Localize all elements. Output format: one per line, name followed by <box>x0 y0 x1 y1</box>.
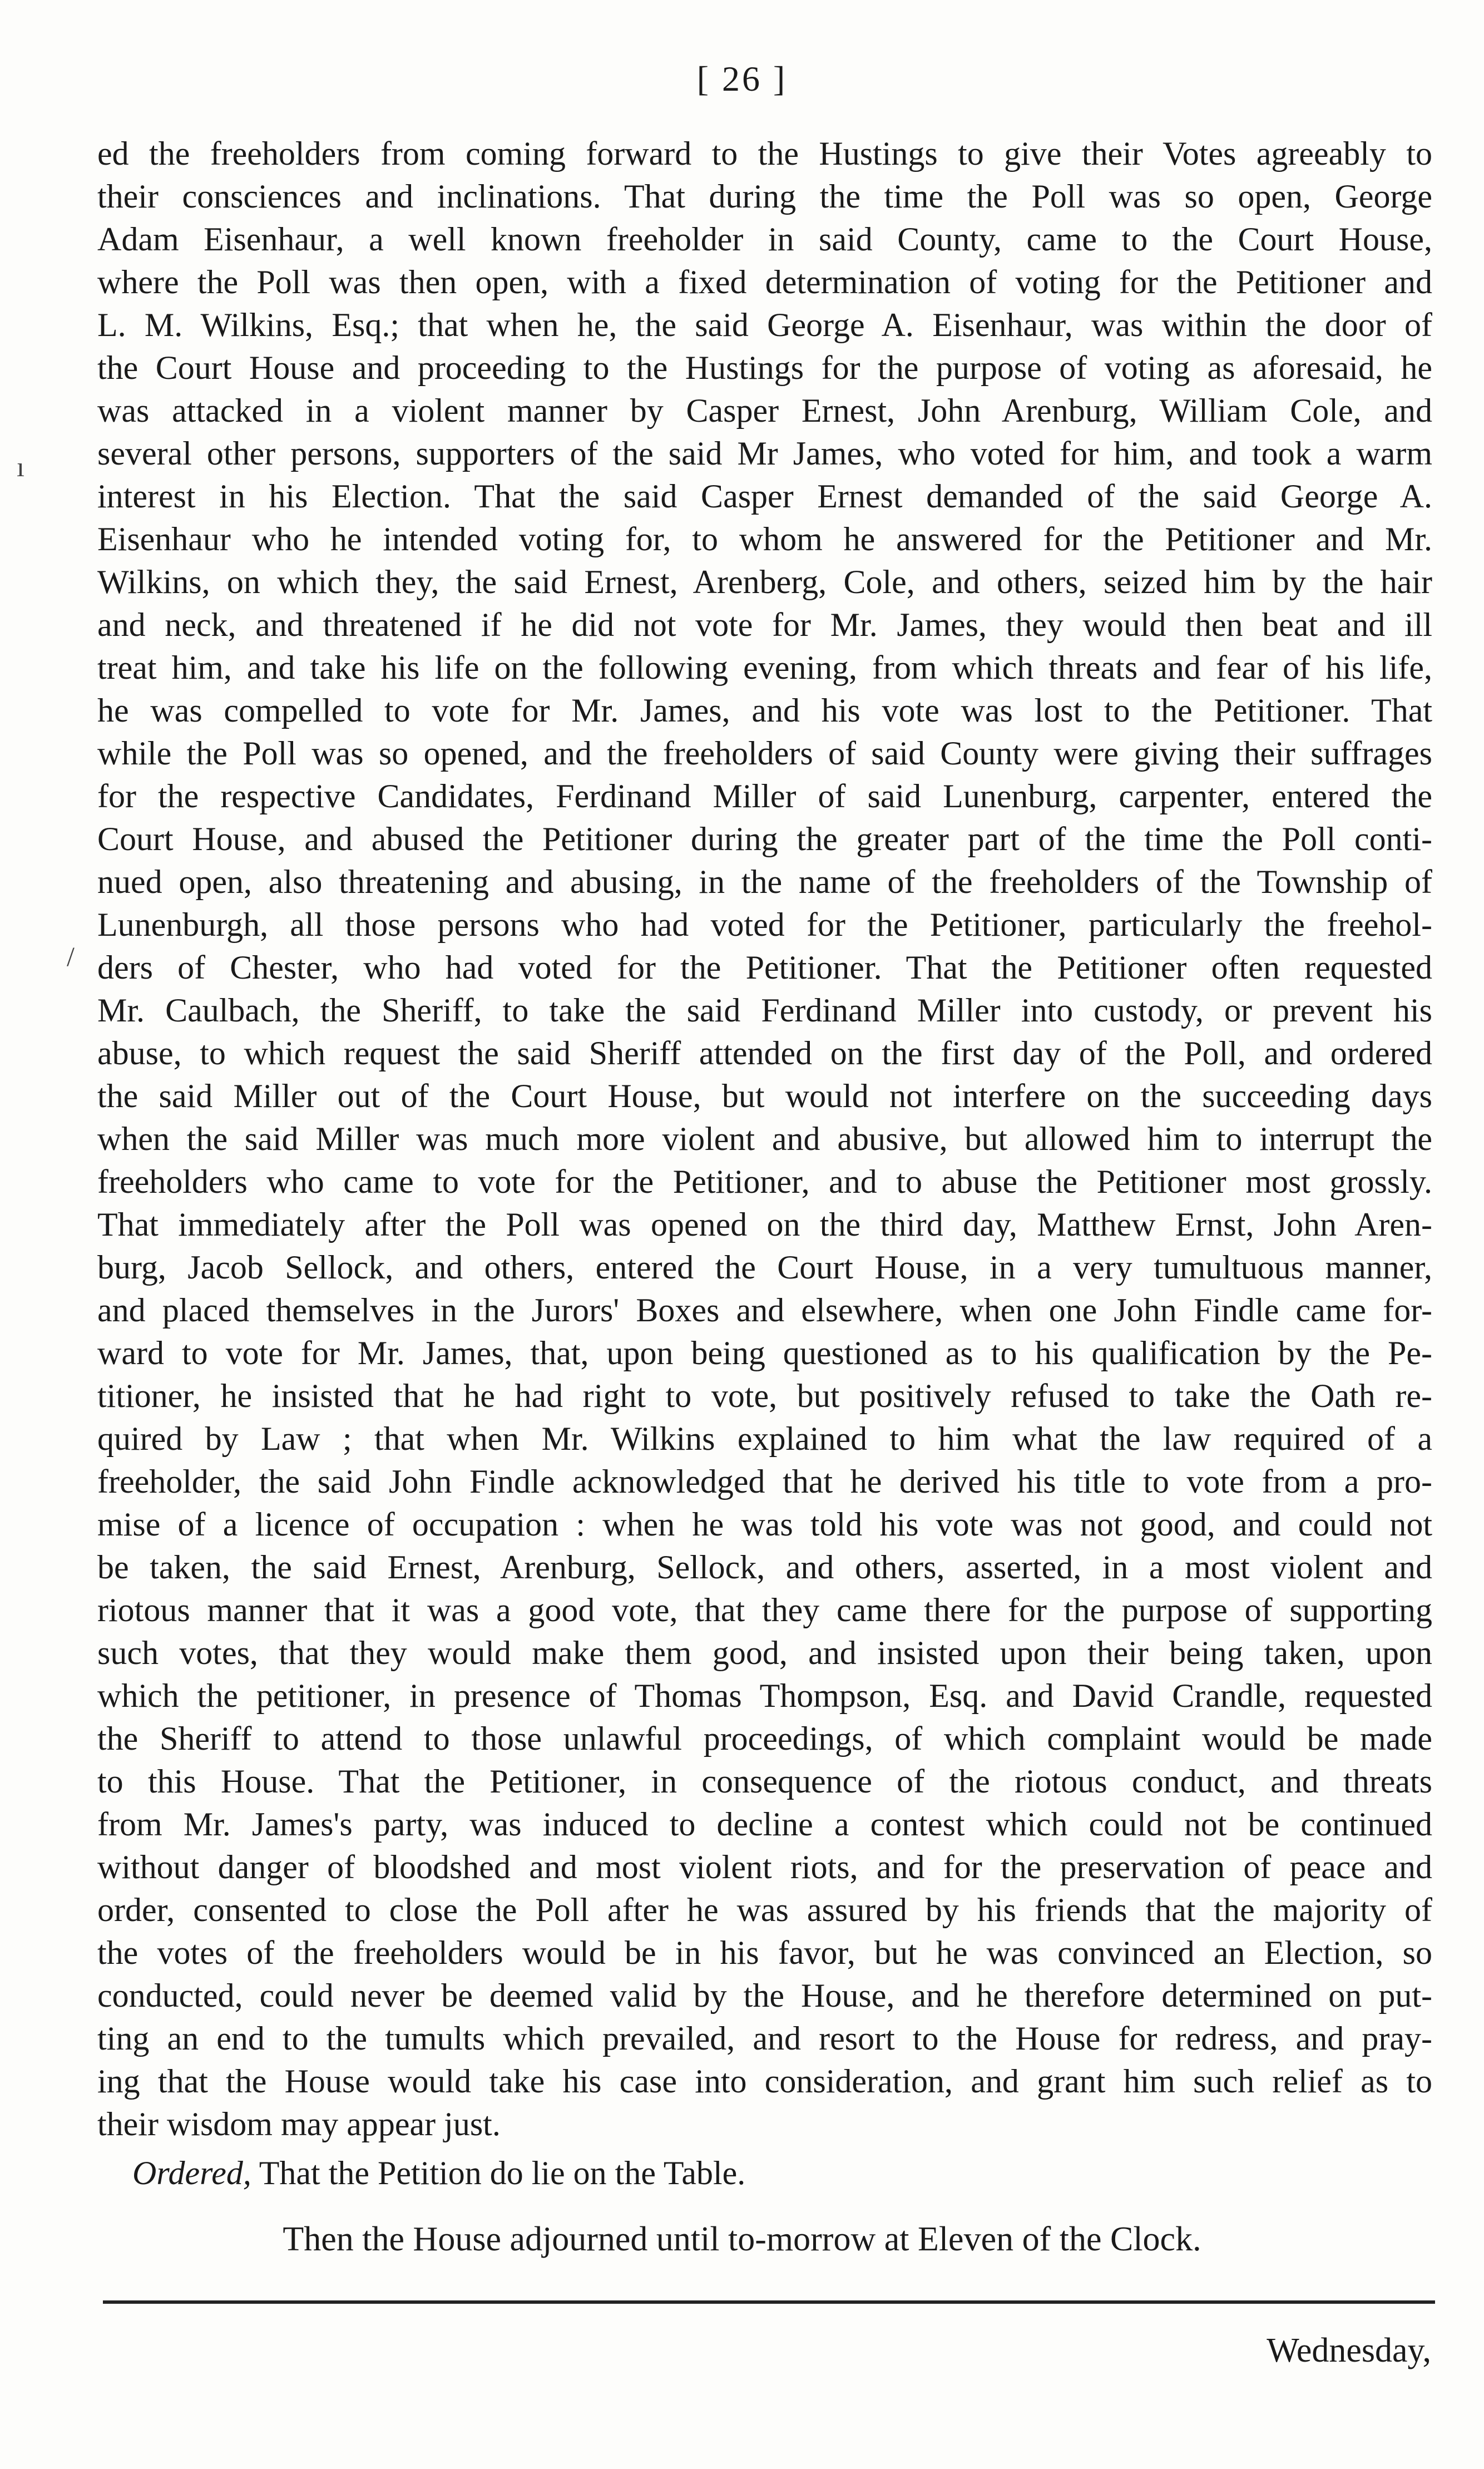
body-line: ting an end to the tumults which prevailed, and resort to the House for redress, and pray- <box>97 2020 1432 2057</box>
body-line: ing that the House would take his case into consideration, and grant him such relief as to <box>97 2063 1432 2100</box>
body-line: interest in his Election. That the said Casper Ernest demanded of the said George A. <box>97 478 1432 515</box>
body-line: without danger of bloodshed and most violent riots, and for the preservation of peace and <box>97 1849 1432 1885</box>
body-line: the votes of the freeholders would be in his favor, but he was convinced an Election, so <box>97 1934 1432 1971</box>
body-line: That immediately after the Poll was opened on the third day, Matthew Ernst, John Aren- <box>97 1206 1432 1243</box>
body-line: such votes, that they would make them good, and insisted upon their being taken, upon <box>97 1635 1432 1671</box>
body-line: be taken, the said Ernest, Arenburg, Sellock, and others, asserted, in a most violent and <box>97 1549 1432 1586</box>
body-line: where the Poll was then open, with a fixed determination of voting for the Petitioner and <box>97 264 1432 300</box>
body-line: order, consented to close the Poll after he was assured by his friends that the majority of <box>97 1892 1432 1928</box>
body-line: and neck, and threatened if he did not vote for Mr. James, they would then beat and ill <box>97 606 1432 643</box>
body-line: nued open, also threatening and abusing, in the name of the freeholders of the Township of <box>97 863 1432 900</box>
body-line: ward to vote for Mr. James, that, upon being questioned as to his qualification by the Pe- <box>97 1335 1432 1371</box>
body-line: and placed themselves in the Jurors' Boxes and elsewhere, when one John Findle came for- <box>97 1292 1432 1329</box>
body-line: while the Poll was so opened, and the freeholders of said County were giving their suffrages <box>97 735 1432 772</box>
body-line: ed the freeholders from coming forward to the Hustings to give their Votes agreeably to <box>97 135 1432 172</box>
body-line: L. M. Wilkins, Esq.; that when he, the said George A. Eisenhaur, was within the door of <box>97 307 1432 343</box>
body-line: for the respective Candidates, Ferdinand Miller of said Lunenburg, carpenter, entered the <box>97 778 1432 814</box>
adjournment-line: Then the House adjourned until to-morrow at Eleven of the Clock. <box>283 2220 1201 2258</box>
body-line: their consciences and inclinations. That during the time the Poll was so open, George <box>97 178 1432 215</box>
ordered-text: That the Petition do lie on the Table. <box>251 2155 746 2191</box>
margin-mark: ı <box>17 451 24 482</box>
body-line: freeholder, the said John Findle acknowledged that he derived his title to vote from a pro- <box>97 1463 1432 1500</box>
body-line: he was compelled to vote for Mr. James, and his vote was lost to the Petitioner. That <box>97 692 1432 729</box>
horizontal-rule <box>103 2300 1435 2304</box>
body-line: the said Miller out of the Court House, but would not interfere on the succeeding days <box>97 1078 1432 1114</box>
body-line: Mr. Caulbach, the Sheriff, to take the said Ferdinand Miller into custody, or prevent his <box>97 992 1432 1029</box>
body-line: quired by Law ; that when Mr. Wilkins explained to him what the law required of a <box>97 1420 1432 1457</box>
body-line: the Sheriff to attend to those unlawful proceedings, of which complaint would be made <box>97 1720 1432 1757</box>
body-line: Court House, and abused the Petitioner during the greater part of the time the Poll conti- <box>97 821 1432 857</box>
body-line: Lunenburgh, all those persons who had voted for the Petitioner, particularly the freehol- <box>97 906 1432 943</box>
body-line: ders of Chester, who had voted for the Petitioner. That the Petitioner often requested <box>97 949 1432 986</box>
body-text <box>97 132 1432 2146</box>
body-line: conducted, could never be deemed valid by the House, and he therefore determined on put- <box>97 1977 1432 2014</box>
body-line: Wilkins, on which they, the said Ernest, Arenberg, Cole, and others, seized him by the hair <box>97 564 1432 600</box>
body-line: was attacked in a violent manner by Casper Ernest, John Arenburg, William Cole, and <box>97 392 1432 429</box>
body-line: several other persons, supporters of the said Mr James, who voted for him, and took a warm <box>97 435 1432 472</box>
body-line: Eisenhaur who he intended voting for, to whom he answered for the Petitioner and Mr. <box>97 521 1432 557</box>
catchword: Wednesday, <box>1267 2332 1431 2369</box>
body-line: from Mr. James's party, was induced to decline a contest which could not be continued <box>97 1806 1432 1843</box>
ordered-label: Ordered, <box>132 2155 251 2191</box>
body-line: the Court House and proceeding to the Hustings for the purpose of voting as aforesaid, he <box>97 349 1432 386</box>
body-line: to this House. That the Petitioner, in consequence of the riotous conduct, and threats <box>97 1763 1432 1800</box>
body-line: which the petitioner, in presence of Thomas Thompson, Esq. and David Crandle, requested <box>97 1677 1432 1714</box>
body-line: freeholders who came to vote for the Petitioner, and to abuse the Petitioner most grossly. <box>97 1163 1432 1200</box>
body-line: titioner, he insisted that he had right to vote, but positively refused to take the Oath re- <box>97 1377 1432 1414</box>
body-line: Adam Eisenhaur, a well known freeholder in said County, came to the Court House, <box>97 221 1432 258</box>
page-number: [ 26 ] <box>696 59 788 98</box>
ordered-paragraph <box>132 2152 1412 2195</box>
body-line: riotous manner that it was a good vote, that they came there for the purpose of supporting <box>97 1592 1432 1628</box>
body-line: burg, Jacob Sellock, and others, entered the Court House, in a very tumultuous manner, <box>97 1249 1432 1286</box>
body-line: their wisdom may appear just. <box>97 2106 501 2142</box>
margin-mark: / <box>67 941 75 972</box>
body-line: treat him, and take his life on the following evening, from which threats and fear of his life, <box>97 649 1432 686</box>
body-line: abuse, to which request the said Sheriff attended on the first day of the Poll, and ordered <box>97 1035 1432 1071</box>
body-line: when the said Miller was much more violent and abusive, but allowed him to interrupt the <box>97 1120 1432 1157</box>
body-line: mise of a licence of occupation : when he was told his vote was not good, and could not <box>97 1506 1432 1543</box>
